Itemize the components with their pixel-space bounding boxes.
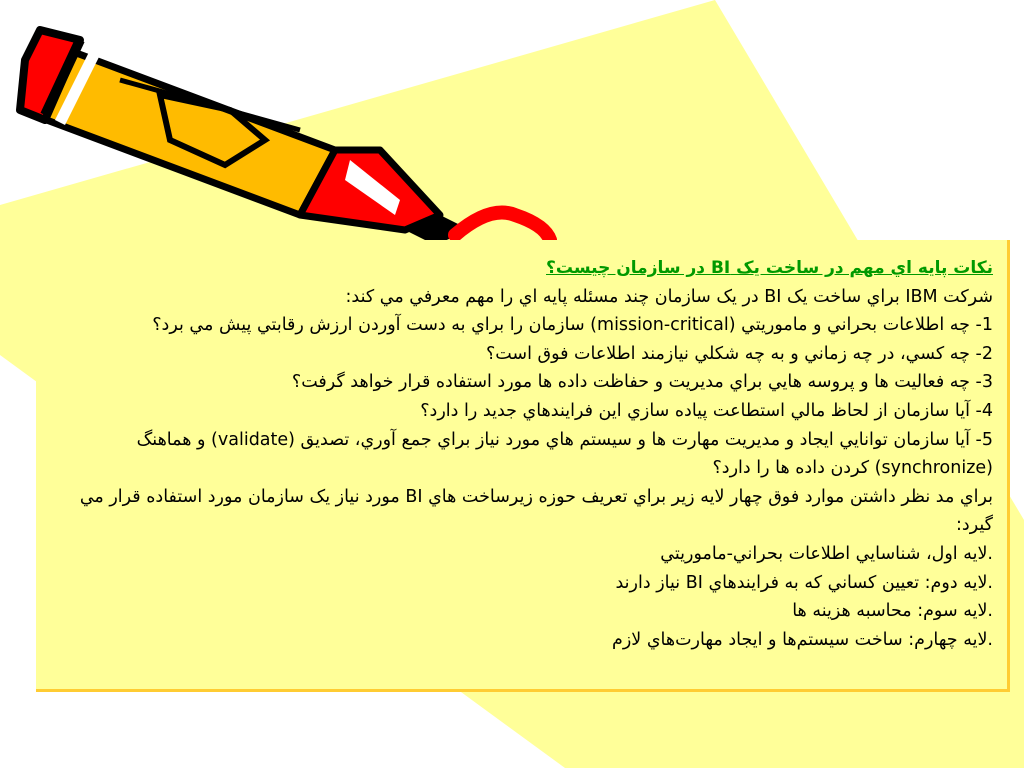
summary-text: براي مد نظر داشتن موارد فوق چهار لايه زير براي تعريف حوزه زيرساخت هاي BI مورد نياز يک سازمان مورد استفاده قرار مي گيرد: <box>79 486 993 536</box>
question-item: 2- چه كسي، در چه زماني و به چه شكلي نيازمند اطلاعات فوق است؟ <box>485 343 993 364</box>
slide-title: نكات پايه اي مهم در ساخت يک BI در سازمان چيست؟ <box>546 258 993 278</box>
intro-text: شركت IBM براي ساخت يک BI در يک سازمان چند مسئله پايه اي را مهم معرفي مي كند: <box>345 286 993 307</box>
layer-item: .لايه سوم: محاسبه هزينه ها <box>792 601 993 622</box>
layer-item: .لايه دوم: تعيين كساني كه به فرايندهاي BI نياز دارند <box>615 572 993 593</box>
layer-item: .لايه چهارم: ساخت سيستم‌ها و ايجاد مهارت‌هاي لازم <box>611 629 993 650</box>
question-item: 1- چه اطلاعات بحراني و ماموريتي (mission-critical) سازمان را براي به دست آوردن ارزش رقابتي پيش مي برد؟ <box>152 315 993 336</box>
question-item: 4- آيا سازمان از لحاظ مالي استطاعت پياده سازي اين فرايندهاي جديد را دارد؟ <box>420 400 993 421</box>
question-item: 3- چه فعاليت ها و پروسه هايي براي مديريت و حفاظت داده ها مورد استفاده قرار خواهد گرفت؟ <box>291 372 993 393</box>
pencil-clipart-icon <box>0 0 600 260</box>
content-box <box>36 240 1010 692</box>
question-item: 5- آيا سازمان توانايي ايجاد و مديريت مهارت ها و سيستم هاي مورد نياز براي جمع آوري، تصديق (validate) و هماهنگ (synchronize) كردن داده ها را دارد؟ <box>136 429 993 479</box>
layer-item: .لايه اول، شناسايي اطلاعات بحراني-ماموريتي <box>660 543 993 564</box>
